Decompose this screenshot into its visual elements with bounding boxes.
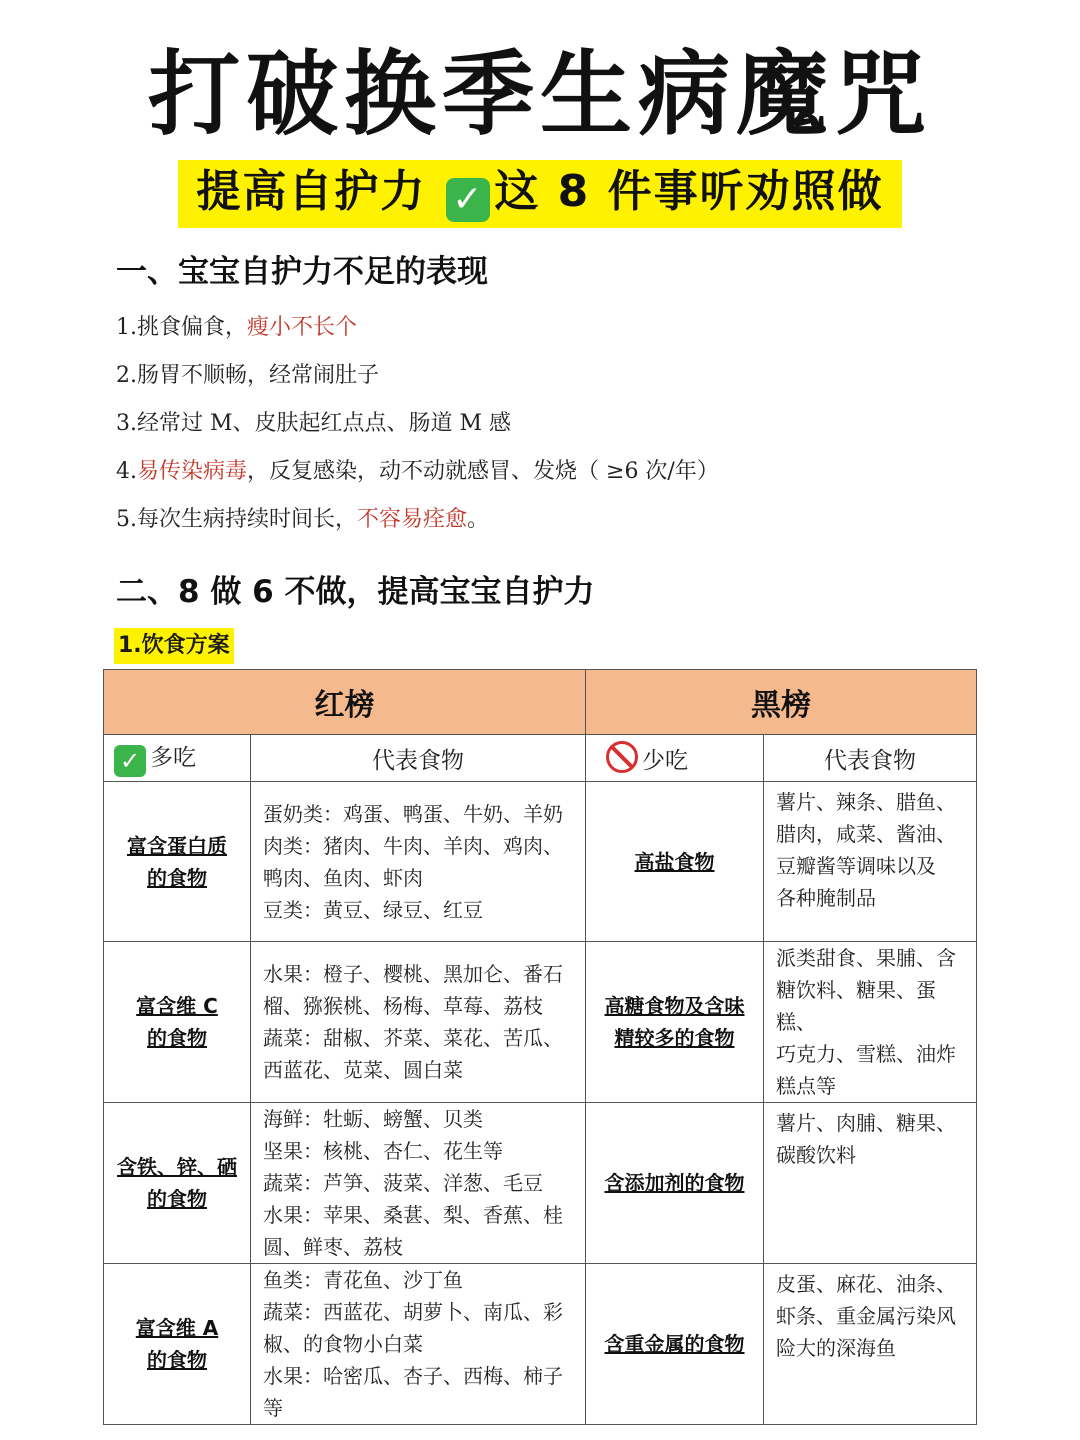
list-text: 。 (467, 507, 490, 532)
list-text: 4. (116, 459, 137, 484)
table-row (104, 942, 977, 1103)
black-foods (764, 1103, 977, 1264)
black-foods-line: 薯片、辣条、腊鱼、 (776, 790, 956, 814)
black-foods-line: 虾条、重金属污染风 (776, 1304, 956, 1328)
black-foods-line: 豆瓣酱等调味以及 (776, 854, 936, 878)
eat-more-label: 多吃 (150, 745, 196, 771)
subtitle-part1: 提高自护力 (196, 166, 427, 217)
red-foods-line: 海鲜：牡蛎、螃蟹、贝类 (263, 1107, 483, 1131)
red-foods-line: 坚果：核桃、杏仁、花生等 (263, 1139, 503, 1163)
list-text: 2.肠胃不顺畅，经常闹肚子 (116, 363, 379, 388)
red-category (104, 942, 251, 1103)
black-foods (764, 1264, 977, 1425)
black-foods-line: 派类甜食、果脯、含 (776, 946, 956, 970)
red-foods (251, 942, 586, 1103)
red-rep-food-header: 代表食物 (251, 735, 586, 782)
list-text: 5.每次生病持续时间长， (116, 507, 357, 532)
black-category-line: 高盐食物 (634, 849, 715, 874)
black-foods-line: 糕点等 (776, 1074, 836, 1098)
highlight-text: 不容易痊愈 (357, 507, 468, 532)
red-foods-line: 肉类：猪肉、牛肉、羊肉、鸡肉、 (263, 833, 563, 858)
check-mark-icon: ✓ (114, 745, 146, 777)
black-category-line: 高糖食物及含味 (604, 994, 745, 1018)
red-foods-line: 蔬菜：甜椒、芥菜、菜花、苦瓜、 (263, 1026, 563, 1050)
red-foods-line: 水果：哈密瓜、杏子、西梅、柿子 (263, 1364, 563, 1388)
red-category (104, 1264, 251, 1425)
red-category-line: 的食物 (147, 865, 207, 890)
red-category (104, 1103, 251, 1264)
list-item (116, 404, 719, 452)
red-foods-line: 鸭肉、鱼肉、虾肉 (263, 865, 423, 890)
page-title: 打破换季生病魔咒 (147, 41, 932, 148)
subtitle-part2: 这 8 件事听劝照做 (494, 166, 884, 217)
red-foods-line: 等 (263, 1396, 283, 1420)
prohibited-icon (606, 741, 638, 773)
black-category (586, 782, 764, 942)
section2-heading: 二、8 做 6 不做，提高宝宝自护力 (116, 574, 595, 610)
red-foods (251, 782, 586, 942)
list-item (116, 356, 719, 404)
eat-less-label: 少吃 (642, 748, 688, 774)
red-category-line: 含铁、锌、硒 (117, 1155, 237, 1179)
list-text: 3.经常过 M、皮肤起红点点、肠道 M 感 (116, 411, 512, 436)
black-foods-line: 糖饮料、糖果、蛋糕、 (776, 978, 936, 1034)
highlight-text: 瘦小不长个 (247, 315, 358, 340)
red-foods-line: 蔬菜：西蓝花、胡萝卜、南瓜、彩 (263, 1300, 563, 1324)
eat-more-header (104, 735, 251, 782)
black-foods-line: 险大的深海鱼 (776, 1336, 896, 1360)
list-text: 1.挑食偏食， (116, 315, 247, 340)
black-foods-line: 碳酸饮料 (776, 1143, 856, 1167)
subtitle-highlight (178, 160, 901, 228)
red-foods-line: 豆类：黄豆、绿豆、红豆 (263, 897, 483, 922)
red-foods-line: 圆、鲜枣、荔枝 (263, 1235, 403, 1259)
list-item (116, 500, 719, 548)
diet-table (103, 669, 977, 1425)
red-foods-line: 水果：橙子、樱桃、黑加仑、番石 (263, 962, 563, 986)
black-category (586, 942, 764, 1103)
red-category-line: 富含维 C (136, 994, 218, 1018)
black-foods-line: 皮蛋、麻花、油条、 (776, 1272, 956, 1296)
red-foods (251, 1264, 586, 1425)
black-category-line: 含添加剂的食物 (604, 1171, 745, 1195)
list-item (116, 308, 719, 356)
section1-heading: 一、宝宝自护力不足的表现 (116, 254, 488, 290)
black-category-line: 含重金属的食物 (604, 1332, 745, 1356)
black-foods (764, 942, 977, 1103)
black-foods-line: 腊肉，咸菜、酱油、 (776, 822, 956, 846)
red-category (104, 782, 251, 942)
list-text: ，反复感染，动不动就感冒、发烧（ ≥6 次/年） (247, 459, 719, 484)
black-foods-line: 薯片、肉脯、糖果、 (776, 1111, 956, 1135)
black-foods (764, 782, 977, 942)
black-list-header: 黑榜 (586, 670, 977, 735)
table-row (104, 782, 977, 942)
red-category-line: 的食物 (147, 1348, 207, 1372)
red-list-header: 红榜 (104, 670, 586, 735)
symptom-list (116, 308, 719, 548)
table-row (104, 1264, 977, 1425)
red-foods-line: 蔬菜：芦笋、菠菜、洋葱、毛豆 (263, 1171, 543, 1195)
red-foods-line: 鱼类：青花鱼、沙丁鱼 (263, 1268, 463, 1292)
red-foods-line: 蛋奶类：鸡蛋、鸭蛋、牛奶、羊奶 (263, 801, 563, 826)
black-category-line: 精较多的食物 (614, 1026, 735, 1050)
list-item (116, 452, 719, 500)
diet-plan-subheading: 1.饮食方案 (114, 628, 234, 664)
table-row (104, 1103, 977, 1264)
red-foods-line: 水果：苹果、桑葚、梨、香蕉、桂 (263, 1203, 563, 1227)
black-foods-line: 各种腌制品 (776, 886, 876, 910)
check-mark-icon: ✓ (446, 178, 490, 222)
red-foods (251, 1103, 586, 1264)
red-category-line: 富含蛋白质 (127, 833, 227, 858)
red-category-line: 富含维 A (135, 1316, 219, 1340)
black-rep-food-header: 代表食物 (764, 735, 977, 782)
red-category-line: 的食物 (147, 1187, 207, 1211)
highlight-text: 易传染病毒 (137, 459, 248, 484)
red-category-line: 的食物 (147, 1026, 207, 1050)
red-foods-line: 西蓝花、苋菜、圆白菜 (263, 1058, 463, 1082)
red-foods-line: 榴、猕猴桃、杨梅、草莓、荔枝 (263, 994, 543, 1018)
subtitle-banner (0, 160, 1080, 228)
black-category (586, 1264, 764, 1425)
black-foods-line: 巧克力、雪糕、油炸 (776, 1042, 956, 1066)
eat-less-header (586, 735, 764, 782)
red-foods-line: 椒、的食物小白菜 (263, 1332, 423, 1356)
black-category (586, 1103, 764, 1264)
